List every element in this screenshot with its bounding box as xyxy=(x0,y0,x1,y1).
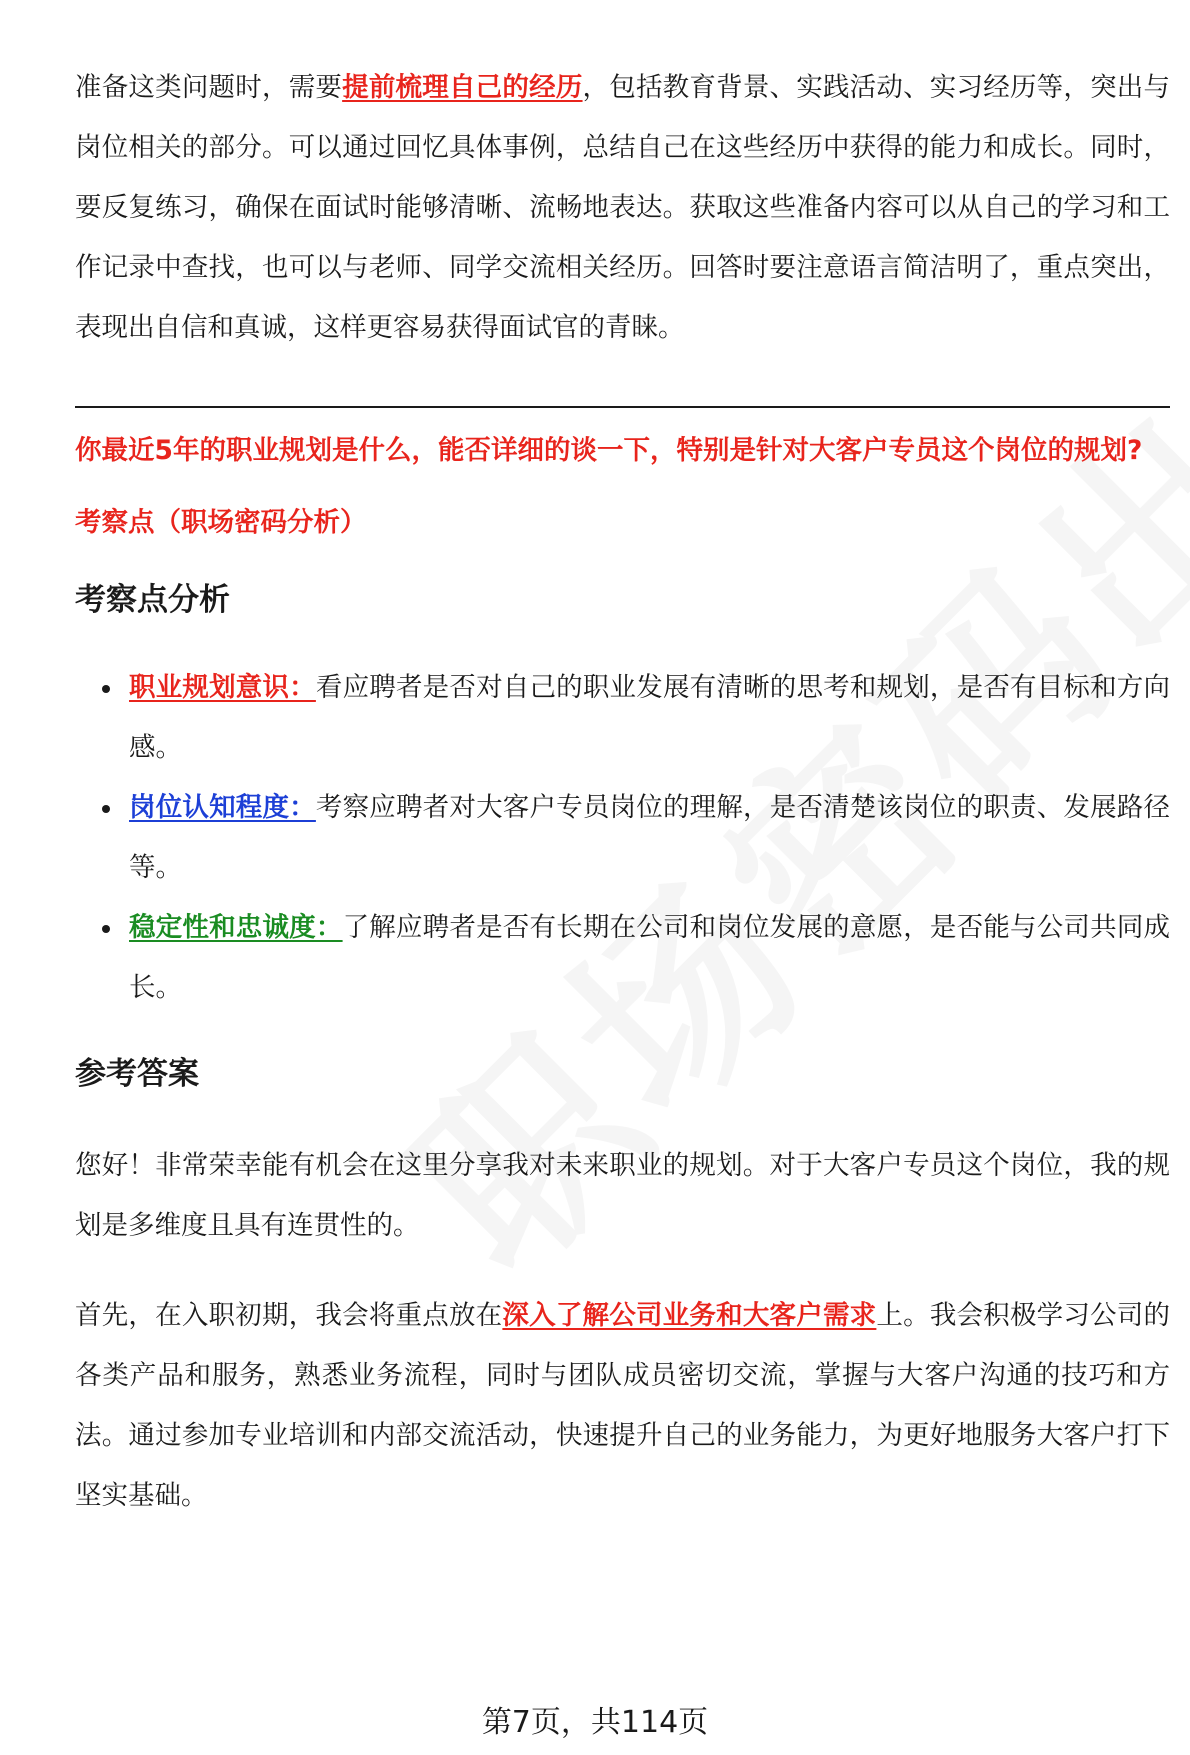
answer-paragraph-1: 您好！非常荣幸能有机会在这里分享我对未来职业的规划。对于大客户专员这个岗位，我的规划是多维度且具有连贯性的。 xyxy=(75,1150,1170,1241)
answer-p2-highlight: 深入了解公司业务和大客户需求 xyxy=(502,1300,877,1331)
bullet-icon xyxy=(102,925,110,933)
section-divider xyxy=(75,406,1170,408)
analysis-point-text: 考察应聘者对大客户专员岗位的理解，是否清楚该岗位的职责、发展路径等。 xyxy=(129,792,1171,883)
intro-text-before: 准备这类问题时，需要 xyxy=(75,72,343,103)
intro-text-after: ，包括教育背景、实践活动、实习经历等，突出与岗位相关的部分。可以通过回忆具体事例，总结自己在这些经历中获得的能力和成长。同时，要反复练习，确保在面试时能够清晰、流畅地表达。获取这些准备内容可以从自己的学习和工作记录中查找，也可以与老师、同学交流相关经历。回答时要注意语言简洁明了，重点突出，表现出自信和真诚，这样更容易获得面试官的青睐。 xyxy=(75,72,1171,343)
analysis-point xyxy=(129,778,1170,898)
analysis-point-key: 岗位认知程度： xyxy=(129,792,316,823)
page-footer: 第7页，共114页 xyxy=(481,1705,709,1740)
interview-question: 你最近5年的职业规划是什么，能否详细的谈一下，特别是针对大客户专员这个岗位的规划? xyxy=(75,435,1143,466)
answer-heading: 参考答案 xyxy=(75,1056,199,1092)
analysis-heading: 考察点分析 xyxy=(75,582,230,618)
kaocha-label: 考察点（职场密码分析） xyxy=(75,507,367,538)
bullet-icon xyxy=(102,805,110,813)
answer-paragraph-2 xyxy=(75,1286,1170,1526)
analysis-list xyxy=(75,658,1170,1018)
intro-paragraph xyxy=(75,58,1170,358)
answer-p2-before: 首先，在入职初期，我会将重点放在 xyxy=(75,1300,503,1331)
analysis-point-text: 了解应聘者是否有长期在公司和岗位发展的意愿，是否能与公司共同成长。 xyxy=(129,912,1171,1003)
intro-highlight: 提前梳理自己的经历 xyxy=(342,72,583,103)
analysis-point xyxy=(129,898,1170,1018)
analysis-point xyxy=(129,658,1170,778)
analysis-point-text: 看应聘者是否对自己的职业发展有清晰的思考和规划，是否有目标和方向感。 xyxy=(129,672,1171,763)
analysis-point-key: 职业规划意识： xyxy=(129,672,316,703)
document-page xyxy=(75,58,1170,1526)
analysis-point-key: 稳定性和忠诚度： xyxy=(129,912,343,943)
answer-p2-after: 上。我会积极学习公司的各类产品和服务，熟悉业务流程，同时与团队成员密切交流，掌握与大客户沟通的技巧和方法。通过参加专业培训和内部交流活动，快速提升自己的业务能力，为更好地服务大客户打下坚实基础。 xyxy=(75,1300,1171,1511)
bullet-icon xyxy=(102,685,110,693)
